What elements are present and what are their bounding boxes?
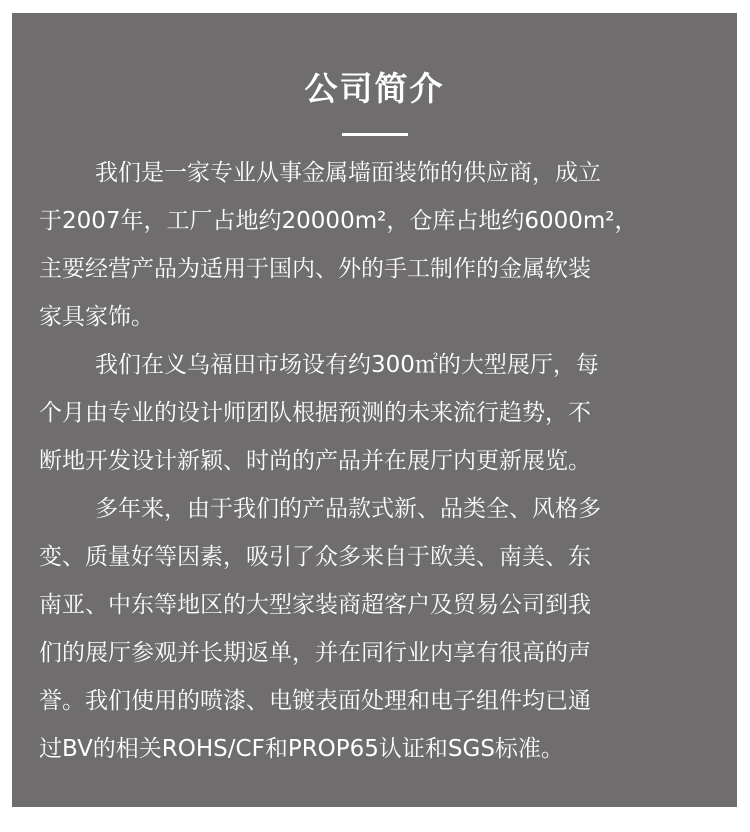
paragraph-line: 变、质量好等因素，吸引了众多来自于欧美、南美、东 bbox=[39, 544, 591, 570]
paragraph-line: 我们在义乌福田市场设有约300㎡的大型展厅，每 bbox=[95, 352, 599, 378]
title-divider bbox=[342, 133, 408, 136]
company-intro-panel bbox=[12, 13, 737, 807]
page-title: 公司简介 bbox=[304, 69, 445, 108]
intro-body bbox=[39, 149, 719, 773]
paragraph-line: 们的展厅参观并长期返单，并在同行业内享有很高的声 bbox=[39, 640, 591, 666]
paragraph-line: 个月由专业的设计师团队根据预测的未来流行趋势，不 bbox=[39, 400, 591, 426]
paragraph-2 bbox=[39, 341, 719, 485]
paragraph-line: 誉。我们使用的喷漆、电镀表面处理和电子组件均已通 bbox=[39, 688, 591, 714]
paragraph-line: 于2007年，工厂占地约20000m²，仓库占地约6000m²， bbox=[39, 208, 638, 234]
paragraph-3 bbox=[39, 485, 719, 773]
paragraph-line: 家具家饰。 bbox=[39, 304, 154, 330]
paragraph-line: 断地开发设计新颖、时尚的产品并在展厅内更新展览。 bbox=[39, 448, 591, 474]
paragraph-line: 我们是一家专业从事金属墙面装饰的供应商，成立 bbox=[95, 160, 601, 186]
paragraph-line: 过BV的相关ROHS/CF和PROP65认证和SGS标准。 bbox=[39, 736, 564, 762]
paragraph-line: 主要经营产品为适用于国内、外的手工制作的金属软装 bbox=[39, 256, 591, 282]
paragraph-line: 南亚、中东等地区的大型家装商超客户及贸易公司到我 bbox=[39, 592, 591, 618]
paragraph-line: 多年来，由于我们的产品款式新、品类全、风格多 bbox=[95, 496, 601, 522]
paragraph-1 bbox=[39, 149, 719, 341]
